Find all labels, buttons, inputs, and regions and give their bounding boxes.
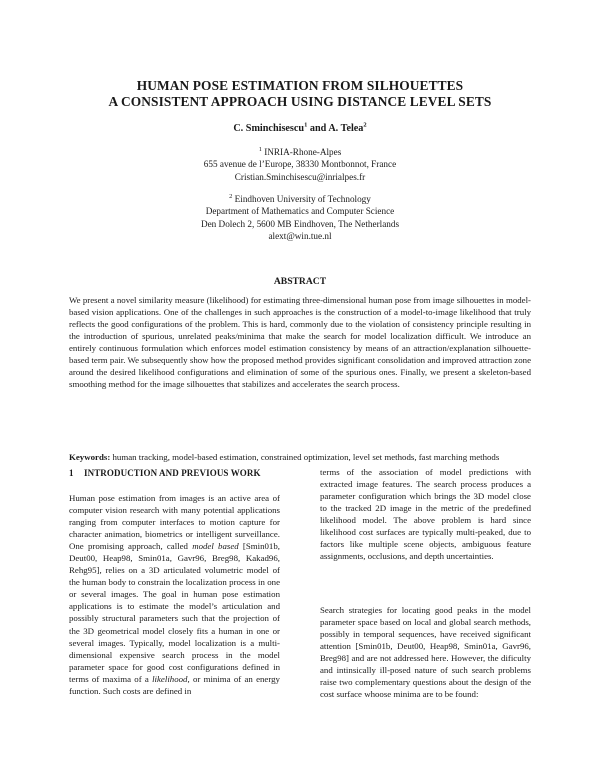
- paragraph-1-emphasis-model-based: model based: [192, 541, 239, 552]
- abstract-heading: ABSTRACT: [273, 276, 327, 287]
- section-1-title: INTRODUCTION AND PREVIOUS WORK: [84, 468, 261, 478]
- section-1-right-column-bottom: [320, 604, 531, 700]
- title-line-1: HUMAN POSE ESTIMATION FROM SILHOUETTES: [136, 78, 464, 93]
- section-1-paragraph-1-continued: terms of the association of model predictions with extracted image features. The search process produces a parameter configuration which brings the 3D model close to the tracked 2D image in the metric of the predefined likelihood model. The above problem is hard since likelihood cost surfaces are typically multi-peaked, due to factors like multiple scene objects, ambiguous feature assignments, occlusions, and depth uncertainties.: [320, 467, 531, 562]
- affiliation-1-email: Cristian.Sminchisescu@inrialpes.fr: [234, 171, 366, 182]
- paragraph-1-part-b: [Smin01b, Deut00, Heap98, Smin01a, Gavr96, Breg98, Kakad96, Rehg95], relies on a 3D articulated volumetric model of the human body to constrain the localization process in one or several images. The goal in human pose estimation applications is to estimate the model’s articulation and possibly structural parameters such that the projection of the 3D geometrical model closely fits a human in one or several images. Typically, model localization is a multi-dimensional expensive search process in the model parameter space for good cost configurations defined in terms of maxima of a: [69, 541, 280, 684]
- section-1-paragraph-1: [69, 492, 280, 697]
- abstract-text: We present a novel similarity measure (likelihood) for estimating three-dimensional human pose from image silhouettes in model-based vision applications. One of the challenges in such approaches is the construction of a model-to-image likelihood that truly reflects the good configurations of the problem. This is hard, commonly due to the violation of consistency principle resulting in the introduction of spurious, unrelated peaks/minima that make the search for model localization difficult. We introduce an entirely continuous formulation which enforces model estimation consistency by means of an attraction/explanation silhouette-based term pair. We subsequently show how the proposed method provides significant consolidation and improved attraction zone around the desired likelihood configurations and elimination of some of the spurious ones. Finally, we present a skeleton-based smoothing method for the image silhouettes that stabilizes and accelerates the search process.: [69, 295, 531, 390]
- author-list: [40, 123, 560, 134]
- affiliation-2: [40, 193, 560, 243]
- section-1-number: 1: [69, 468, 74, 478]
- affiliation-1-mark: 1: [258, 145, 262, 153]
- author-1-affil-mark: 1: [304, 121, 308, 129]
- keywords-text: human tracking, model-based estimation, constrained optimization, level set methods, fast marching methods: [110, 452, 500, 462]
- affiliation-2-email: alext@win.tue.nl: [268, 231, 332, 242]
- author-1: C. Sminchisescu: [233, 123, 305, 134]
- author-2-affil-mark: 2: [363, 121, 367, 129]
- paragraph-1-emphasis-likelihood: likelihood: [152, 673, 188, 684]
- section-1-left-column: [69, 492, 280, 697]
- keywords-label: Keywords:: [69, 452, 111, 462]
- section-1-paragraph-2: Search strategies for locating good peaks in the model parameter space based on local and global search methods, possibly in temporal sequences, have received significant attention [Smin01b, Deut00, Heap98, Smin01a, Gavr96, Breg98] and are not addressed here. However, the dificulty and intinsically ill-posed nature of such search problems raise two complementary questions about the design of the cost surface whoose minima are to be found:: [320, 605, 531, 700]
- keywords: [69, 451, 531, 463]
- paragraph-1-part-a: Human pose estimation from images is an active area of computer vision research with many potential applications ranging from computer interfaces to motion capture for character animation, biometrics or intelligent surveillance. One promising approach, called: [69, 493, 280, 552]
- affiliation-2-mark: 2: [229, 192, 233, 200]
- section-1-right-column-top: [320, 466, 531, 562]
- paragraph-1-part-c: , or minima of an energy function. Such costs are defined in: [69, 673, 280, 696]
- affiliation-1-address: 655 avenue de l’Europe, 38330 Montbonnot, France: [203, 159, 397, 170]
- affiliation-2-name: Eindhoven University of Technology: [232, 194, 371, 204]
- paper-title: [40, 78, 560, 110]
- author-2: A. Telea: [328, 123, 364, 134]
- affiliation-1: [40, 146, 560, 183]
- title-line-2: A CONSISTENT APPROACH USING DISTANCE LEVEL SETS: [108, 94, 492, 109]
- section-1-heading: [69, 468, 261, 478]
- author-conjunction: and: [307, 123, 329, 134]
- affiliation-1-name: INRIA-Rhone-Alpes: [261, 147, 342, 157]
- affiliation-2-department: Department of Mathematics and Computer Science: [205, 206, 395, 217]
- affiliation-2-address: Den Dolech 2, 5600 MB Eindhoven, The Netherlands: [200, 218, 400, 229]
